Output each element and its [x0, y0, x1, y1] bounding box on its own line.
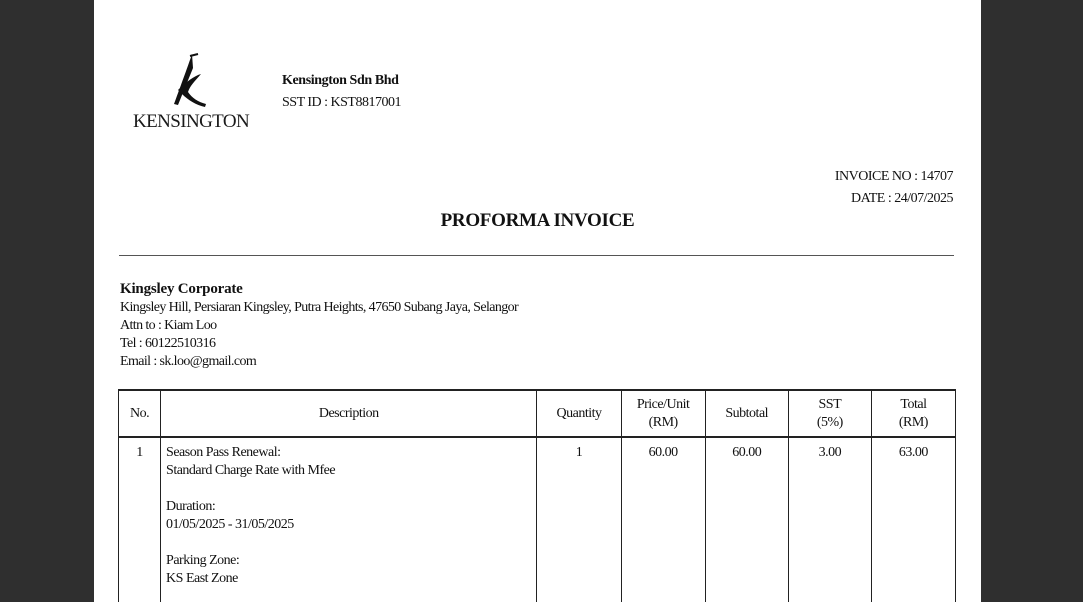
customer-block [120, 280, 518, 371]
desc-title: Season Pass Renewal: [166, 445, 281, 460]
customer-address: Kingsley Hill, Persiaran Kingsley, Putra Heights, 47650 Subang Jaya, Selangor [120, 300, 519, 315]
desc-duration-label: Duration: [166, 499, 216, 514]
col-header-sst-line2: (5%) [816, 414, 843, 430]
cell-price: 60.00 [621, 437, 705, 602]
logo-wordmark: KENSINGTON [133, 111, 250, 132]
company-info [282, 70, 401, 114]
col-header-subtotal: Subtotal [705, 390, 788, 437]
table-row [119, 437, 956, 602]
customer-name: Kingsley Corporate [120, 281, 243, 297]
cell-no: 1 [119, 437, 161, 602]
invoice-page [94, 0, 981, 602]
kensington-k-logo-icon [164, 52, 214, 110]
cell-subtotal: 60.00 [705, 437, 788, 602]
table-header-row [119, 390, 956, 437]
cell-quantity: 1 [537, 437, 621, 602]
header-divider [119, 255, 954, 256]
document-title: PROFORMA INVOICE [440, 210, 635, 231]
line-items-table [118, 389, 956, 602]
invoice-meta [835, 166, 953, 210]
desc-rate: Standard Charge Rate with Mfee [166, 463, 336, 478]
col-header-quantity: Quantity [537, 390, 621, 437]
cell-sst: 3.00 [788, 437, 871, 602]
customer-email: Email : sk.loo@gmail.com [120, 354, 257, 369]
col-header-price [621, 390, 705, 437]
col-header-sst [788, 390, 871, 437]
col-header-price-line1: Price/Unit [636, 396, 690, 412]
col-header-sst-line1: SST [818, 396, 842, 412]
desc-zone-label: Parking Zone: [166, 553, 240, 568]
company-name: Kensington Sdn Bhd [282, 73, 399, 88]
cell-total: 63.00 [871, 437, 955, 602]
cell-description [161, 437, 537, 602]
company-logo [130, 48, 266, 138]
col-header-total-line1: Total [900, 396, 927, 412]
invoice-number: INVOICE NO : 14707 [834, 169, 953, 184]
col-header-total [871, 390, 955, 437]
col-header-total-line2: (RM) [898, 414, 928, 430]
desc-duration: 01/05/2025 - 31/05/2025 [166, 517, 294, 532]
col-header-no: No. [119, 390, 161, 437]
invoice-date: DATE : 24/07/2025 [851, 191, 953, 206]
col-header-description: Description [161, 390, 537, 437]
col-header-price-line2: (RM) [648, 414, 678, 430]
customer-attn: Attn to : Kiam Loo [120, 318, 217, 333]
customer-tel: Tel : 60122510316 [120, 336, 216, 351]
desc-zone: KS East Zone [166, 571, 238, 586]
company-sst-id: SST ID : KST8817001 [282, 95, 401, 110]
